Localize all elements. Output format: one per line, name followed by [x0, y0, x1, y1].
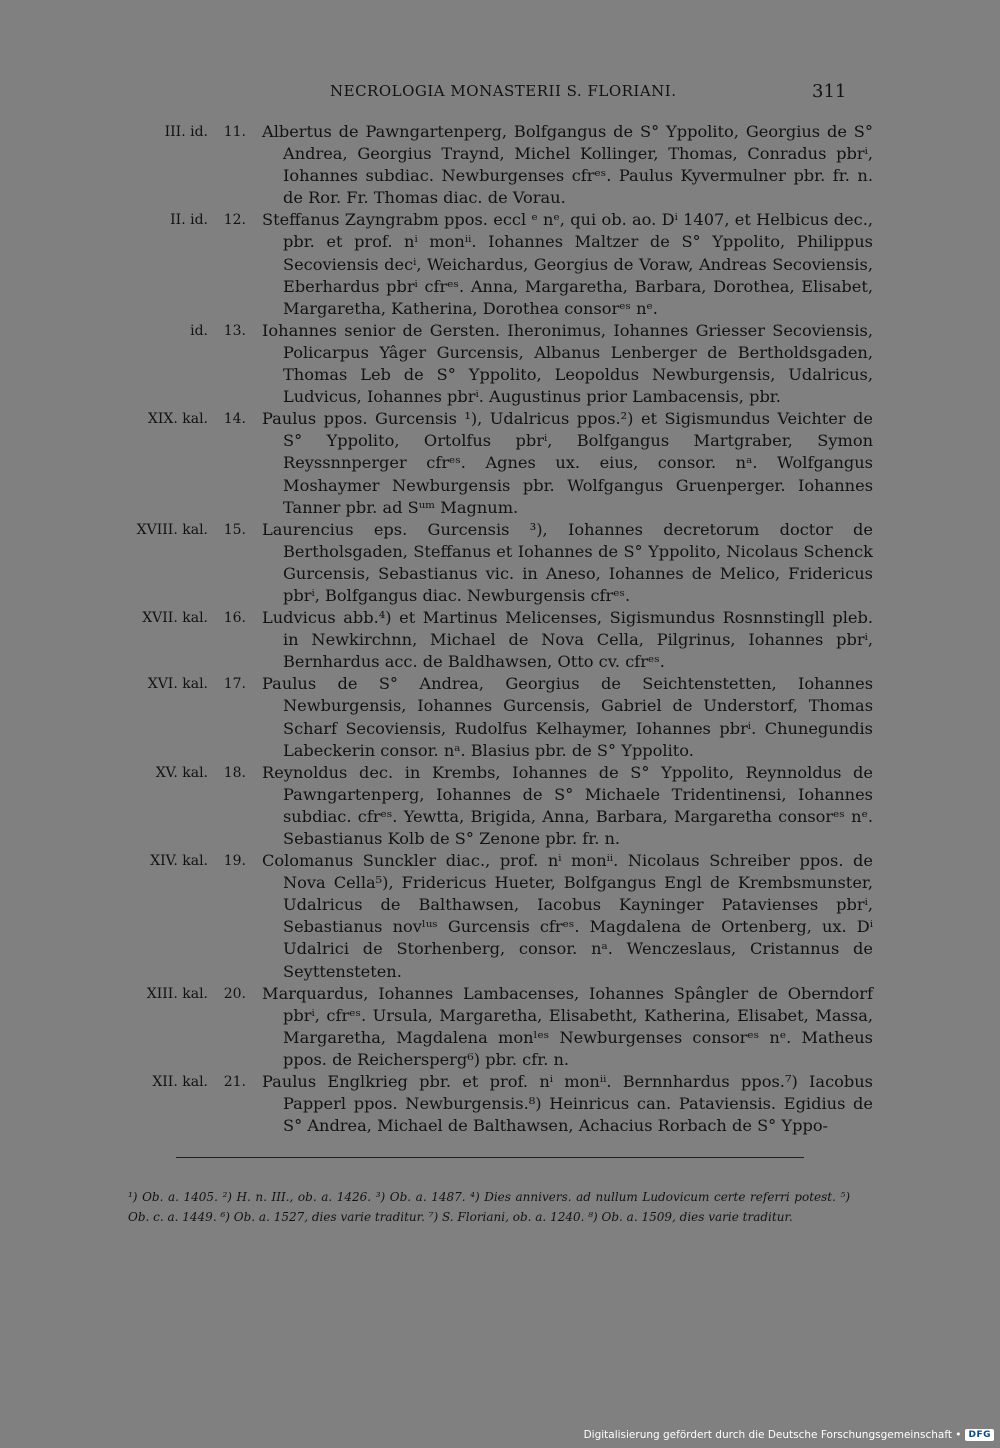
- entry-date: XIX. kal.: [147, 411, 208, 428]
- necrology-entry: [0, 209, 1000, 319]
- entry-day: 18.: [223, 764, 246, 781]
- footnotes: ¹) Ob. a. 1405. ²) H. n. III., ob. a. 1426. ³) Ob. a. 1487. ⁴) Dies annivers. ad nullum Ludovicum certe referri potest. ⁵) Ob. c. a. 1449. ⁶) Ob. a. 1527, dies varie traditur. ⁷) S. Floriani, ob. a. 1240. ⁸) Ob. a. 1509, dies varie traditur.: [128, 1190, 850, 1224]
- entry-text: Laurencius eps. Gurcensis ³), Iohannes decretorum doctor de Bertholsgaden, Steffanus et Iohannes de S° Yppolito, Nicolaus Schenck Gurcensis, Sebastianus vic. in Aneso, Iohannes de Melico, Fridericus pbrⁱ, Bolfgangus diac. Newburgensis cfrᵉˢ.: [262, 519, 873, 605]
- entry-day: 19.: [223, 853, 246, 870]
- entry-day: 13.: [223, 322, 246, 339]
- entry-text: Paulus de S° Andrea, Georgius de Seichtenstetten, Iohannes Newburgensis, Iohannes Gurcensis, Gabriel de Understorf, Thomas Scharf Secoviensis, Rudolfus Kelhaymer, Iohannes pbrⁱ. Chunegundis Labeckerin consor. nᵃ. Blasius pbr. de S° Yppolito.: [262, 674, 873, 760]
- necrology-entry: [0, 121, 1000, 209]
- entry-text: Paulus ppos. Gurcensis ¹), Udalricus ppos.²) et Sigismundus Veichter de S° Yppolito, Ortolfus pbrⁱ, Bolfgangus Martgraber, Symon Reyssnnperger cfrᵉˢ. Agnes ux. eius, consor. nᵃ. Wolfgangus Moshaymer Newburgensis pbr. Wolfgangus Gruenperger. Iohannes Tanner pbr. ad Sᵘᵐ Magnum.: [262, 409, 873, 517]
- funding-notice: Digitalisierung gefördert durch die Deutsche Forschungsgemeinschaft •: [583, 1429, 962, 1441]
- entry-date: III. id.: [164, 124, 208, 140]
- necrology-entry: [0, 1071, 1000, 1137]
- entry-text: Paulus Englkrieg pbr. et prof. nⁱ monⁱⁱ. Bernnhardus ppos.⁷) Iacobus Papperl ppos. Newburgensis.⁸) Heinricus can. Pataviensis. Egidius de S° Andrea, Michael de Balthawsen, Achacius Rorbach de S° Yppo-: [262, 1072, 873, 1136]
- entry-date: XVIII. kal.: [136, 521, 208, 538]
- entry-date: XII. kal.: [152, 1074, 208, 1091]
- entry-day: 14.: [223, 411, 246, 428]
- entry-day: 17.: [223, 676, 246, 693]
- entry-day: 20.: [223, 985, 246, 1002]
- necrology-entries: [0, 121, 1000, 1137]
- entry-text: Marquardus, Iohannes Lambacenses, Iohannes Spângler de Oberndorf pbrⁱ, cfrᵉˢ. Ursula, Margaretha, Elisabetht, Katherina, Elisabet, Massa, Margaretha, Magdalena monˡᵉˢ Newburgenses consorᵉˢ nᵉ. Matheus ppos. de Reichersperg⁶) pbr. cfr. n.: [262, 983, 873, 1069]
- digitization-footer: [584, 1426, 994, 1444]
- entry-date: XV. kal.: [155, 764, 208, 781]
- footnote-divider: [176, 1157, 804, 1158]
- entry-date: id.: [190, 322, 208, 339]
- entry-text: Iohannes senior de Gersten. Iheronimus, Iohannes Griesser Secoviensis, Policarpus Yâger Gurcensis, Albanus Lenberger de Bertholdsgaden, Thomas Leb de S° Yppolito, Leopoldus Newburgensis, Udalricus, Ludvicus, Iohannes pbrⁱ. Augustinus prior Lambacensis, pbr.: [262, 320, 873, 407]
- entry-date: XVII. kal.: [142, 610, 208, 627]
- entry-text: Albertus de Pawngartenperg, Bolfgangus de S° Yppolito, Georgius de S° Andrea, Georgius Traynd, Michel Kollinger, Thomas, Conradus pbrⁱ, Iohannes subdiac. Newburgenses cfrᵉˢ. Paulus Kyvermulner pbr. fr. n. de Ror. Fr. Thomas diac. de Vorau.: [262, 122, 873, 208]
- running-head: [0, 80, 1000, 104]
- necrology-entry: [0, 320, 1000, 408]
- necrology-entry: [0, 607, 1000, 673]
- running-title: NECROLOGIA MONASTERII S. FLORIANI.: [330, 82, 677, 100]
- necrology-entry: [0, 762, 1000, 850]
- necrology-entry: [0, 408, 1000, 518]
- necrology-entry: [0, 519, 1000, 607]
- necrology-entry: [0, 673, 1000, 761]
- entry-date: XIII. kal.: [146, 985, 208, 1002]
- dfg-logo: DFG: [965, 1429, 994, 1441]
- page-number: 311: [812, 81, 847, 102]
- necrology-entry: [0, 850, 1000, 983]
- entry-text: Colomanus Sunckler diac., prof. nⁱ monⁱⁱ. Nicolaus Schreiber ppos. de Nova Cella⁵), Fridericus Hueter, Bolfgangus Engl de Krembsmunster, Udalricus de Balthawsen, Iacobus Kayninger Patavienses pbrⁱ, Sebastianus novˡᵘˢ Gurcensis cfrᵉˢ. Magdalena de Ortenberg, ux. Dⁱ Udalrici de Storhenberg, consor. nᵃ. Wenczeslaus, Cristannus de Seyttensteten.: [262, 851, 873, 981]
- entry-text: Reynoldus dec. in Krembs, Iohannes de S° Yppolito, Reynnoldus de Pawngartenperg, Iohannes de S° Michaele Tridentinensi, Iohannes subdiac. cfrᵉˢ. Yewtta, Brigida, Anna, Barbara, Margaretha consorᵉˢ nᵉ. Sebastianus Kolb de S° Zenone pbr. fr. n.: [262, 762, 873, 848]
- entry-day: 21.: [223, 1074, 246, 1091]
- entry-day: 11.: [223, 124, 246, 140]
- entry-text: Steffanus Zayngrabm ppos. eccl ᵉ nᵉ, qui ob. ao. Dⁱ 1407, et Helbicus dec., pbr. et prof. nⁱ monⁱⁱ. Iohannes Maltzer de S° Yppolito, Philippus Secoviensis decⁱ, Weichardus, Georgius de Voraw, Andreas Secoviensis, Eberhardus pbrⁱ cfrᵉˢ. Anna, Margaretha, Barbara, Dorothea, Elisabet, Margaretha, Katherina, Dorothea consorᵉˢ nᵉ.: [262, 210, 873, 318]
- entry-day: 16.: [223, 610, 246, 627]
- entry-day: 15.: [223, 521, 246, 538]
- entry-date: XVI. kal.: [147, 676, 208, 693]
- necrology-entry: [0, 983, 1000, 1071]
- entry-date: XIV. kal.: [150, 853, 208, 870]
- entry-text: Ludvicus abb.⁴) et Martinus Melicenses, Sigismundus Rosnnstingll pleb. in Newkirchnn, Michael de Nova Cella, Pilgrinus, Iohannes pbrⁱ, Bernhardus acc. de Baldhawsen, Otto cv. cfrᵉˢ.: [262, 608, 873, 672]
- entry-day: 12.: [223, 212, 246, 229]
- entry-date: II. id.: [170, 212, 208, 229]
